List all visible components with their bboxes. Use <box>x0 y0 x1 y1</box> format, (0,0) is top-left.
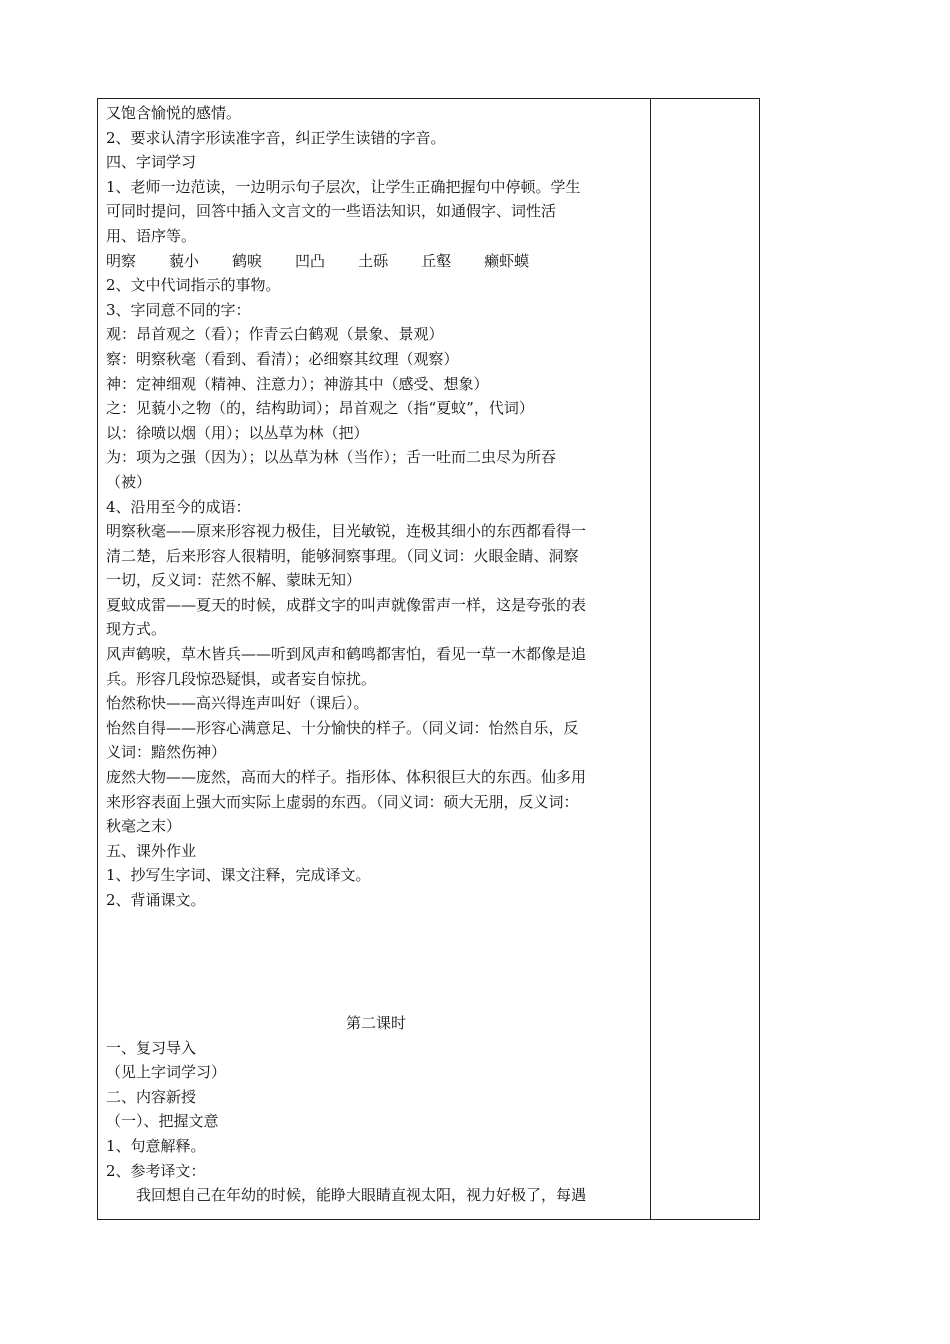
text-line: 秋毫之末） <box>106 817 182 836</box>
blank-space <box>106 913 646 1011</box>
translation-text: 我回想自己在年幼的时候，能睁大眼睛直视太阳，视力好极了，每遇 <box>136 1186 587 1205</box>
text-line: 现方式。 <box>106 620 167 639</box>
text-line: 又饱含愉悦的感情。 <box>106 104 242 122</box>
text-line: 夏蚊成雷——夏天的时候，成群文字的叫声就像雷声一样，这是夸张的表 <box>106 595 587 614</box>
text-line: 2、文中代词指示的事物。 <box>106 276 281 295</box>
text-line: 为：项为之强（因为）；以丛草为林（当作）；舌一吐而二虫尽为所吞 <box>106 448 557 467</box>
text-line: 用、语序等。 <box>106 226 197 245</box>
text-line: （一）、把握文意 <box>106 1112 219 1131</box>
text-line: 观：昂首观之（看）；作青云白鹤观（景象、景观） <box>106 325 444 344</box>
text-line: （见上字词学习） <box>106 1063 227 1082</box>
text-line: 怡然自得——形容心满意足、十分愉快的样子。（同义词：怡然自乐，反 <box>106 718 579 737</box>
text-line: 明察秋毫——原来形容视力极佳，目光敏锐，连极其细小的东西都看得一 <box>106 522 587 541</box>
vocab-word: 癞虾蟆 <box>484 251 530 270</box>
text-line: 兵。形容几段惊恐疑惧，或者妄自惊扰。 <box>106 669 377 688</box>
text-line: 2、参考译文： <box>106 1161 206 1180</box>
section-heading: 四、字词学习 <box>106 153 197 172</box>
table-column-divider <box>650 98 651 1220</box>
text-line: 义词：黯然伤神） <box>106 743 227 762</box>
lesson-content <box>106 101 646 1208</box>
vocab-word: 丘壑 <box>421 251 452 270</box>
text-line: 神：定神细观（精神、注意力）；神游其中（感受、想象） <box>106 374 489 393</box>
vocabulary-row <box>106 249 646 274</box>
text-line: 庞然大物——庞然，高而大的样子。指形体、体积很巨大的东西。仙多用 <box>106 768 587 787</box>
text-line: 清二楚，后来形容人很精明，能够洞察事理。（同义词：火眼金睛、洞察 <box>106 546 579 565</box>
text-line: 一切，反义词：茫然不解、蒙昧无知） <box>106 571 362 590</box>
text-line: 察：明察秋毫（看到、看清）；必细察其纹理（观察） <box>106 349 459 368</box>
text-line: 1、老师一边范读，一边明示句子层次，让学生正确把握句中停顿。学生 <box>106 177 581 196</box>
text-line: 来形容表面上强大而实际上虚弱的东西。（同义词：硕大无朋，反义词： <box>106 792 579 811</box>
section-heading: 二、内容新授 <box>106 1087 197 1106</box>
lesson-title: 第二课时 <box>345 1013 406 1032</box>
text-line: 4、沿用至今的成语： <box>106 497 251 516</box>
text-line: 以：徐喷以烟（用）；以丛草为林（把） <box>106 423 369 442</box>
vocab-word: 藐小 <box>169 251 200 270</box>
text-line: 可同时提问，回答中插入文言文的一些语法知识，如通假字、词性活 <box>106 202 557 221</box>
text-line: 1、抄写生字词、课文注释，完成译文。 <box>106 866 371 885</box>
vocab-word: 土砾 <box>358 251 389 270</box>
text-line: 之：见藐小之物（的，结构助词）；昂首观之（指“夏蚊”，代词） <box>106 399 534 418</box>
text-line: 风声鹤唳，草木皆兵——听到风声和鹤鸣都害怕，看见一草一木都像是追 <box>106 645 587 664</box>
text-line: 1、句意解释。 <box>106 1136 206 1155</box>
text-line: （被） <box>106 472 152 491</box>
text-line: 2、背诵课文。 <box>106 891 206 909</box>
section-heading: 五、课外作业 <box>106 841 197 860</box>
vocab-word: 明察 <box>106 251 137 270</box>
vocab-word: 鹤唳 <box>232 251 263 270</box>
vocab-word: 凹凸 <box>295 251 326 270</box>
text-line: 2、要求认清字形读准字音，纠正学生读错的字音。 <box>106 128 446 147</box>
text-line: 3、字同意不同的字： <box>106 300 251 319</box>
section-heading: 一、复习导入 <box>106 1038 197 1057</box>
text-line: 怡然称快——高兴得连声叫好（课后）。 <box>106 694 369 713</box>
